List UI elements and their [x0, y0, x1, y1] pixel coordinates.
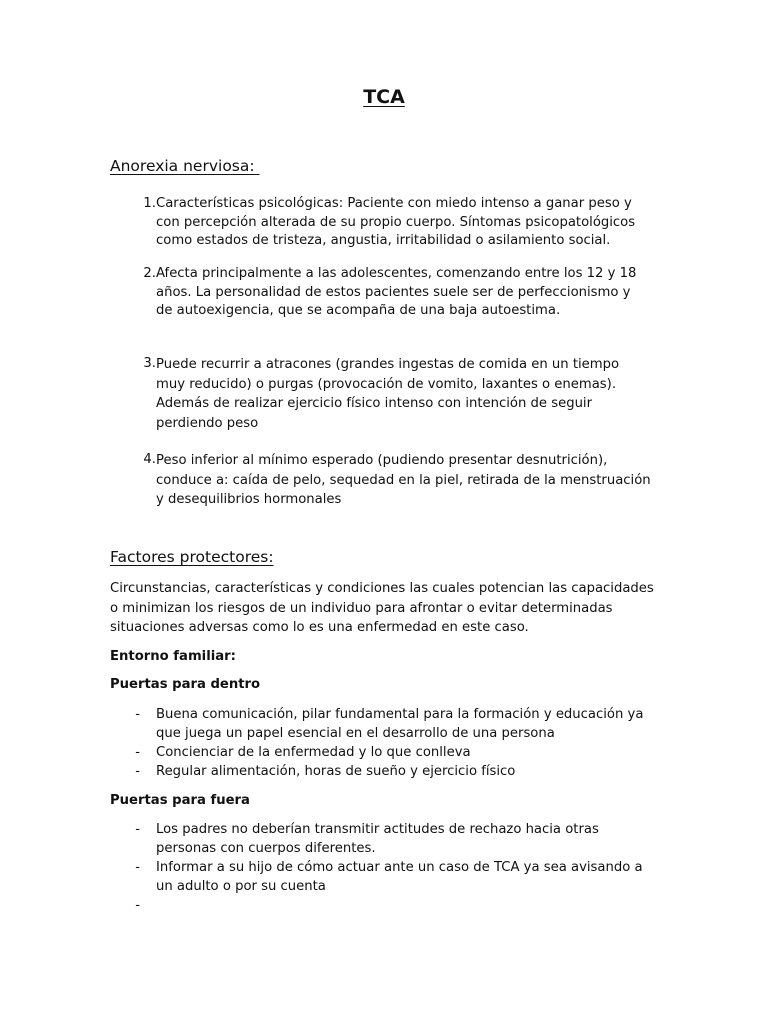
- section-heading-anorexia: Anorexia nerviosa:: [110, 157, 260, 175]
- bullet-item: [110, 743, 670, 762]
- bullet-item: [110, 820, 670, 858]
- bullet-item: [110, 762, 670, 781]
- bullet-item: [110, 896, 670, 915]
- list-item-text: Afecta principalmente a las adolescentes, comenzando entre los 12 y 18 años. La personalidad de estos pacientes suele ser de perfeccionismo y de autoexigencia, que se acompaña de una baja autoestima.: [156, 266, 637, 318]
- dash-bullet: -: [135, 898, 140, 913]
- dash-bullet: -: [135, 764, 140, 779]
- dash-bullet: -: [135, 822, 140, 837]
- bullet-item: [110, 858, 670, 896]
- dash-bullet: -: [135, 860, 140, 875]
- bullet-text: Los padres no deberían transmitir actitudes de rechazo hacia otras personas con cuerpos diferentes.: [156, 822, 599, 856]
- bullet-text: Concienciar de la enfermedad y lo que conlleva: [156, 745, 471, 760]
- group-label-dentro: Puertas para dentro: [110, 677, 261, 692]
- list-number: 4.: [143, 452, 156, 467]
- bullet-text: Informar a su hijo de cómo actuar ante un caso de TCA ya sea avisando a un adulto o por su cuenta: [156, 860, 643, 894]
- intro-paragraph: Circunstancias, características y condiciones las cuales potencian las capacidades o minimizan los riesgos de un individuo para afrontar o evitar determinadas situaciones adversas como lo es una enfermedad en este caso.: [110, 581, 654, 635]
- list-item: [110, 451, 670, 510]
- dash-bullet: -: [135, 745, 140, 760]
- section-heading-factores: Factores protectores:: [110, 548, 274, 566]
- list-item: [110, 355, 670, 433]
- bullet-text: [156, 896, 651, 915]
- document-title: TCA: [363, 86, 405, 108]
- bullet-text: Regular alimentación, horas de sueño y ejercicio físico: [156, 764, 516, 779]
- bullet-item: [110, 705, 670, 743]
- list-item: [110, 195, 670, 251]
- list-item-text: Características psicológicas: Paciente con miedo intenso a ganar peso y con percepción alterada de su propio cuerpo. Síntomas psicopatológicos como estados de tristeza, angustia, irritabilidad o asilamiento social.: [156, 196, 636, 248]
- subheading-entorno-familiar: Entorno familiar:: [110, 649, 236, 664]
- list-item-text: Peso inferior al mínimo esperado (pudiendo presentar desnutrición), conduce a: caída de pelo, sequedad en la piel, retirada de la menstruación y desequilibrios hormonales: [156, 453, 651, 507]
- dash-bullet: -: [135, 707, 140, 722]
- bullet-text: Buena comunicación, pilar fundamental para la formación y educación ya que juega un papel esencial en el desarrollo de una persona: [156, 707, 644, 741]
- list-number: 1.: [143, 196, 156, 211]
- list-item: [110, 265, 670, 321]
- list-number: 3.: [143, 356, 156, 371]
- group-label-fuera: Puertas para fuera: [110, 793, 250, 808]
- list-item-text: Puede recurrir a atracones (grandes ingestas de comida en un tiempo muy reducido) o purgas (provocación de vomito, laxantes o enemas). Además de realizar ejercicio físico intenso con intención de seguir perdiendo peso: [156, 357, 620, 431]
- list-number: 2.: [143, 266, 156, 281]
